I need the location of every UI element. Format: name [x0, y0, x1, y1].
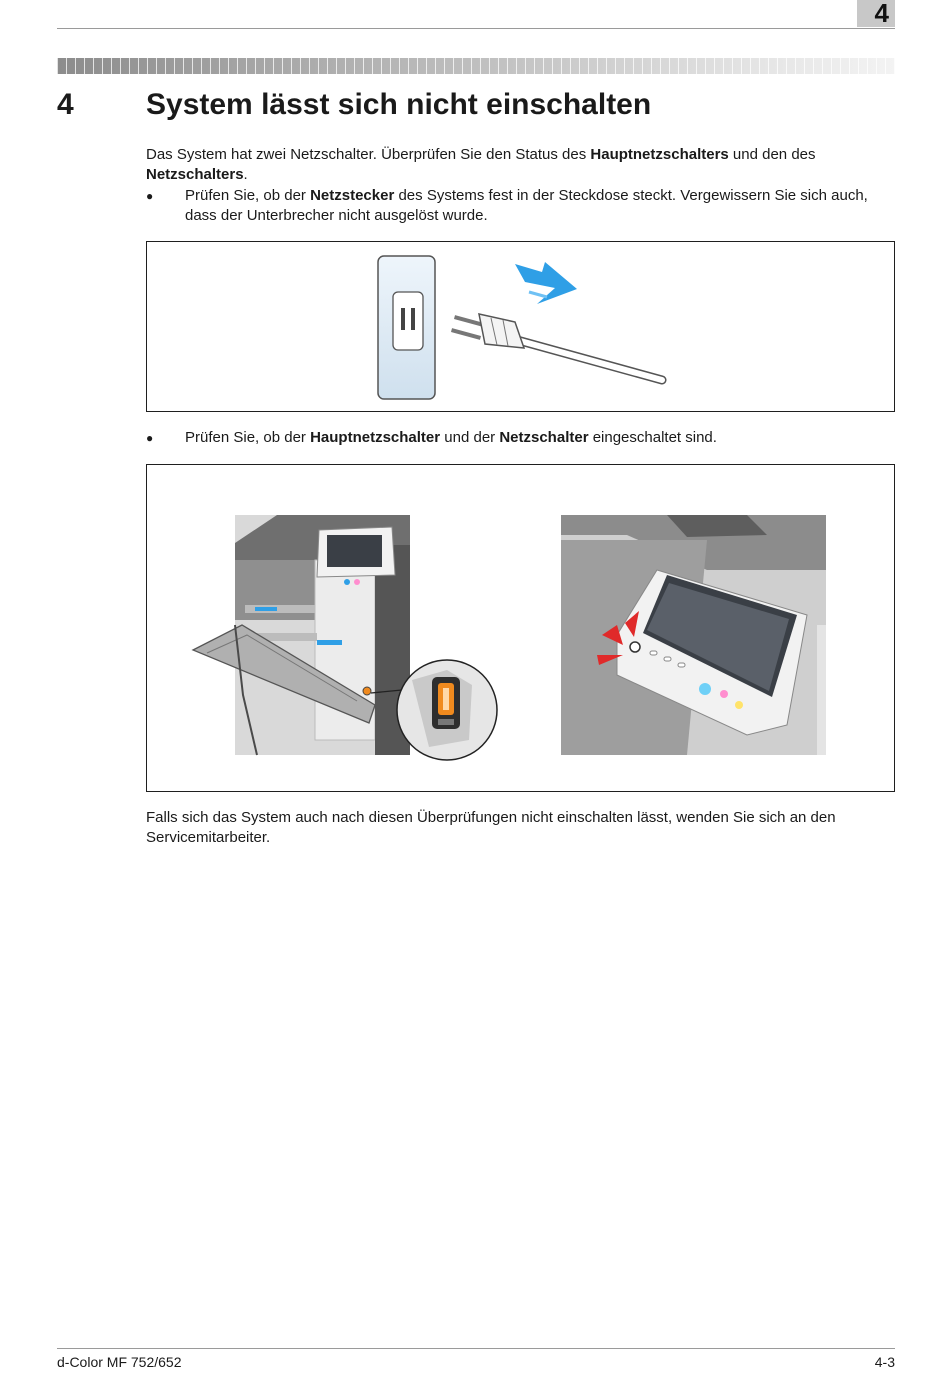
plug-icon [451, 314, 524, 348]
chapter-number: 4 [57, 88, 74, 121]
power-switches-illustration [147, 465, 894, 791]
bullet-check-switches: Prüfen Sie, ob der Hauptnetzschalter und der Netzschalter eingeschaltet sind. [185, 429, 717, 446]
mfp-front-door-illustration [193, 515, 497, 760]
figure-plug-socket [146, 241, 895, 412]
control-panel-closeup-illustration [561, 515, 826, 755]
bullet-symbol: ● [146, 431, 154, 445]
footer-page-number: 4-3 [874, 1354, 895, 1370]
figure-power-switches [146, 464, 895, 792]
footer-rule [57, 1348, 895, 1349]
power-cord-icon [517, 340, 662, 380]
push-arrow-icon [515, 262, 577, 304]
wall-socket-icon [378, 256, 435, 399]
page-title: System lässt sich nicht einschalten [146, 88, 652, 121]
decorative-header-bar [57, 58, 895, 74]
intro-paragraph: Das System hat zwei Netzschalter. Überprüfen Sie den Status des Hauptnetzschalters und den des Netzschalters. [146, 146, 816, 183]
main-switch-location-icon [363, 687, 371, 695]
footer-product-name: d-Color MF 752/652 [57, 1354, 182, 1370]
main-power-switch-zoom-icon [397, 660, 497, 760]
bullet-check-plug: Prüfen Sie, ob der Netzstecker des Systems fest in der Steckdose steckt. Vergewissern Sie sich auch, dass der Unterbrecher nicht ausgelöst wurde. [185, 187, 868, 224]
chapter-tab: 4 [857, 0, 895, 27]
closing-paragraph: Falls sich das System auch nach diesen Überprüfungen nicht einschalten lässt, wenden Sie sich an den Servicemitarbeiter. [146, 809, 836, 846]
start-key-icon [699, 683, 711, 695]
plug-socket-illustration [147, 242, 894, 411]
bullet-symbol: ● [146, 189, 154, 203]
header-rule [57, 28, 895, 29]
